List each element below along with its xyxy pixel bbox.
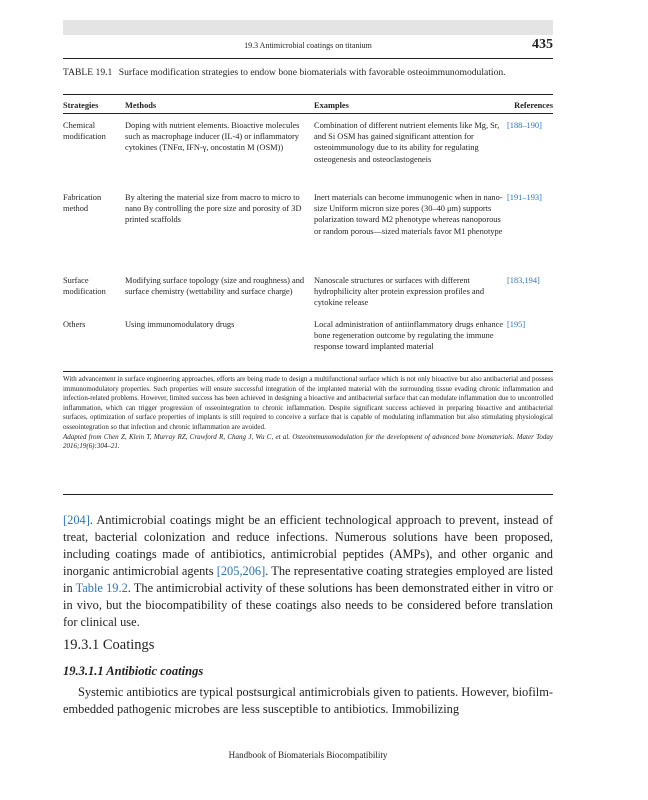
subsection-heading: [63, 664, 203, 679]
cell-strategy: Chemical modification: [63, 121, 106, 142]
table-reference-link[interactable]: Table 19.2: [75, 581, 128, 595]
paragraph-text: . The representative coating strategies employed are listed in: [63, 564, 554, 595]
cell-references-link[interactable]: [195]: [507, 320, 526, 329]
citation-link[interactable]: [205,206]: [216, 564, 266, 578]
table-caption-text: Surface modification strategies to endow bone biomaterials with favorable osteoimmunomodulation.: [118, 67, 506, 78]
running-head: [63, 37, 553, 56]
table-header-rule: [63, 113, 553, 114]
cell-methods: By altering the material size from macro to micro to nano By controlling the pore size and porosity of 3D printed scaffolds: [125, 193, 302, 225]
section-heading: [63, 637, 154, 654]
body-paragraph-1: [63, 512, 553, 631]
table-caption: [63, 67, 553, 78]
cell-methods: Using immunomodulatory drugs: [125, 320, 235, 329]
column-header-methods: Methods: [125, 101, 157, 110]
table-label: TABLE 19.1: [63, 67, 113, 78]
section-number: 19.3.1: [63, 637, 100, 653]
cell-examples: Local administration of antiinflammatory drugs enhance bone regeneration outcome by regulating the immune response toward implanted material: [314, 320, 504, 352]
header-bar: [63, 20, 553, 35]
cell-references-link[interactable]: [183,194]: [507, 276, 540, 285]
column-header-strategies: Strategies: [63, 101, 99, 110]
running-head-title: 19.3 Antimicrobial coatings on titanium: [244, 41, 372, 50]
paragraph-text: Systemic antibiotics are typical postsurgical antimicrobials given to patients. However, biofilm-embedded pathogenic microbes are less susceptible to antibiotics. Immobilizing: [63, 685, 553, 716]
cell-examples: Nanoscale structures or surfaces with different hydrophilicity alter protein expression profiles and cytokine release: [314, 276, 485, 308]
cell-references-link[interactable]: [188–190]: [507, 121, 542, 130]
cell-examples: Combination of different nutrient elements like Mg, Sr, and Si OSM has gained significant attention for osteoimmunology due to its ability for regulating osteogenesis and osteoclastogeneis: [314, 121, 500, 164]
column-header-examples: Examples: [314, 101, 349, 110]
header-rule: [63, 58, 553, 59]
paragraph-text: . Antimicrobial coatings might be an efficient technological approach to prevent, instead of treat, bacterial colonization and reduce infections. Numerous solutions have been proposed, including coatings made of antibiotics, antimicrobial peptides (AMPs), and other organic and inorganic antimicrobial agents: [63, 513, 553, 578]
page-footer: Handbook of Biomaterials Biocompatibility: [228, 750, 388, 760]
subsection-number: 19.3.1.1: [63, 664, 104, 678]
cell-strategy: Others: [63, 320, 86, 329]
table-footnote: [63, 375, 553, 452]
subsection-title: Antibiotic coatings: [106, 664, 204, 678]
cell-examples: Inert materials can become immunogenic when in nano-size Uniform micron size pores (30–40 μm) supports polarization toward M2 phenotype whereas nanoporous or random porous—sized materials favor M1 phenotype: [314, 193, 503, 236]
cell-references-link[interactable]: [191–193]: [507, 193, 542, 202]
page-number: 435: [532, 37, 553, 52]
cell-methods: Doping with nutrient elements. Bioactive molecules such as macrophage inducer (IL-4) or inflammatory cytokines (TNFα, IFN-γ, oncostatin M (OSM)): [125, 121, 300, 153]
table-top-rule: [63, 94, 553, 95]
section-title: Coatings: [102, 637, 155, 653]
table-bottom-rule: [63, 371, 553, 372]
paragraph-text: . The antimicrobial activity of these solutions has been demonstrated either in vitro or in vivo, but the biocompatibility of these coatings also needs to be considered before translation for clinical use.: [63, 581, 553, 629]
table-source-note: Adapted from Chen Z, Klein T, Murray RZ, Crawford R, Chang J, Wu C, et al. Osteoimmunomodulation for the development of advanced bone biomaterials. Mater Today 2016;19(6):304–21.: [63, 432, 553, 451]
cell-strategy: Surface modification: [63, 276, 106, 297]
cell-methods: Modifying surface topology (size and roughness) and surface chemistry (wettability and surface charge): [125, 276, 305, 297]
body-paragraph-2: [63, 684, 553, 718]
column-header-references: References: [514, 101, 553, 110]
cell-strategy: Fabrication method: [63, 193, 102, 214]
table-footnote-text: With advancement in surface engineering approaches, efforts are being made to design a multifunctional surface which is not only bioactive but also antibacterial and possess immunomodulatory properties. Such properties will ensure successful integration of the implanted material with the surrounding tissue evading chronic inflammation and infection-related problems. However, limited success has been achieved in designing a bioactive and antibacterial surface that can modulate inflammation due to uncontrolled inflammation, which can trigger progression of osseointegration to chronic inflammation. Despite significant success achieved in preparing bioactive and antibacterial surfaces, optimization of surface properties of implants is still required to conceive a surface that is capable of modulating inflammation but also stimulating physiological osseointegration so that infection and chronic inflammation are avoided.: [63, 375, 553, 431]
citation-link[interactable]: [204]: [63, 513, 90, 527]
footnote-bottom-rule: [63, 494, 553, 495]
